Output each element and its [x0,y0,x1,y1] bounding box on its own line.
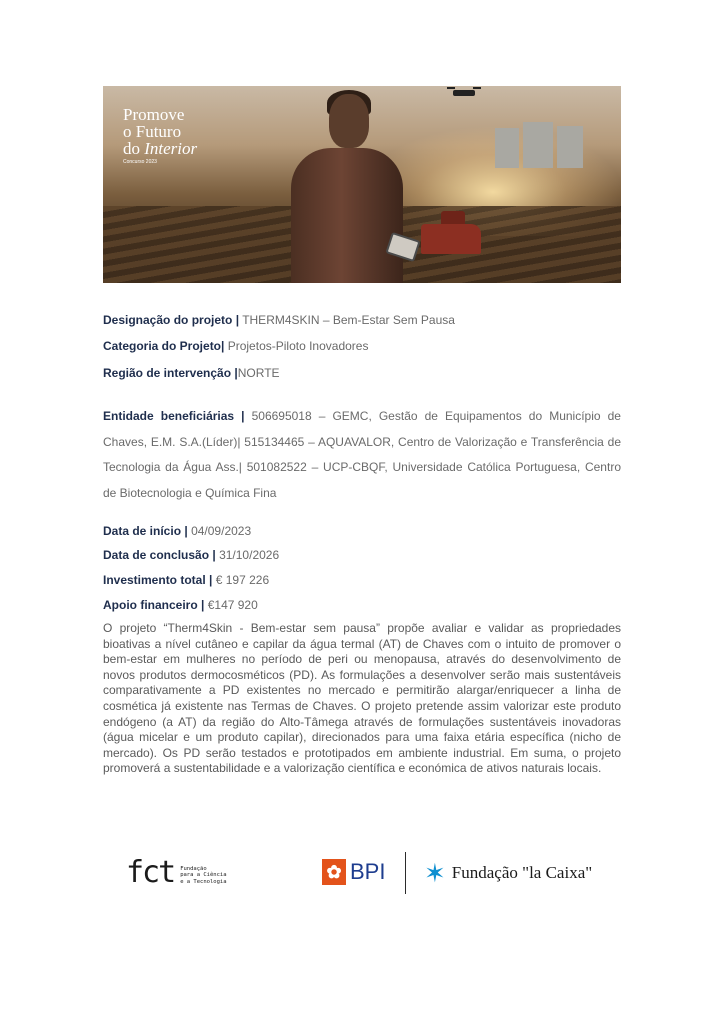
bpi-logo [322,859,385,885]
silo [557,126,583,168]
caixa-name: Fundação "la Caixa" [451,863,593,882]
farmer-figure [291,148,403,283]
field-apoio [103,598,258,612]
apoio-label: Apoio financeiro [103,598,198,612]
categoria-value: Projetos-Piloto Inovadores [227,339,369,353]
inicio-value: 04/09/2023 [191,524,252,538]
tractor [421,224,481,254]
categoria-label: Categoria do Projeto [103,339,222,353]
regiao-label: Região de intervenção [103,366,232,380]
apoio-value: €147 920 [207,598,258,612]
regiao-value: NORTE [237,366,280,380]
field-conclusao [103,548,279,562]
caixa-star-icon: ✶ [424,858,446,888]
brand-line-3-italic: Interior [144,139,198,158]
banner-brand [123,106,197,165]
designacao-label: Designação do projeto [103,313,233,327]
brand-line-3 [123,140,197,157]
fct-logo [126,855,227,890]
farmer-head [329,94,369,148]
separator: | [234,366,238,380]
fct-line-3: e a Tecnologia [180,878,227,885]
investimento-value: € 197 226 [215,573,270,587]
separator: | [241,409,245,423]
fct-line-1: Fundação [180,865,207,872]
conclusao-value: 31/10/2026 [219,548,280,562]
field-inicio [103,524,251,538]
separator: | [235,313,240,327]
designacao-value: THERM4SKIN – Bem-Estar Sem Pausa [242,313,455,327]
entidade-label: Entidade beneficiárias [103,409,235,423]
separator: | [209,573,213,587]
conclusao-label: Data de conclusão [103,548,210,562]
silo [495,128,519,168]
bpi-flower-icon: ✿ [322,859,346,885]
field-categoria [103,339,368,353]
field-regiao [103,366,280,380]
field-entidade [103,404,621,506]
fct-mark: fct [126,855,175,890]
logo-divider [405,852,406,894]
brand-line-1: Promove [123,105,185,124]
brand-subtitle: Concurso 2023 [123,159,157,165]
separator: | [184,524,188,538]
field-investimento [103,573,269,587]
field-designacao [103,313,455,327]
entidade-value: 506695018 – GEMC, Gestão de Equipamentos do Município de Chaves, E.M. S.A.(Líder)| 515134465 – AQUAVALOR, Centro de Valorização e Transferência de Tecnologia da Água Ass.| 501082522 – UCP-CBQF, Universidade Católica Portuguesa, Centro de Biotecnologia e Química Fina [103,409,621,500]
separator: | [201,598,205,612]
drone-icon [453,90,475,96]
silo [523,122,553,168]
header-banner-image [103,86,621,283]
brand-line-2: o Futuro [123,122,182,141]
bpi-name: BPI [350,859,386,884]
fct-line-2: para a Ciência [180,872,227,878]
investimento-label: Investimento total [103,573,206,587]
brand-line-3-plain: do [123,139,145,158]
inicio-label: Data de início [103,524,182,538]
fct-text [180,866,226,889]
project-summary: O projeto “Therm4Skin - Bem-estar sem pausa” propõe avaliar e validar as propriedades bioativas a nível cutâneo e capilar da água termal (AT) de Chaves com o intuito de promover o bem-estar em mulheres no período de peri ou menopausa, através do desenvolvimento de novos produtos dermocosméticos (PD). As formulações a desenvolver serão mais sustentáveis comparativamente a PD existentes no mercado e permitirão alargar/enriquecer a linha de cosmética já existente nas Termas de Chaves. O projeto pretende assim valorizar este produto endógeno (a AT) da região do Alto-Tâmega através de formulações sustentáveis inovadoras (água micelar e um produto capilar), direcionados para uma faixa etária específica (nicho de mercado). Os PD serão testados e prototipados em ambiente industrial. Em suma, o projeto promoverá a sustentabilidade e a valorização científica e económica de ativos naturais locais. [103,621,621,776]
separator: | [221,339,225,353]
separator: | [212,548,216,562]
caixa-logo [424,860,592,886]
